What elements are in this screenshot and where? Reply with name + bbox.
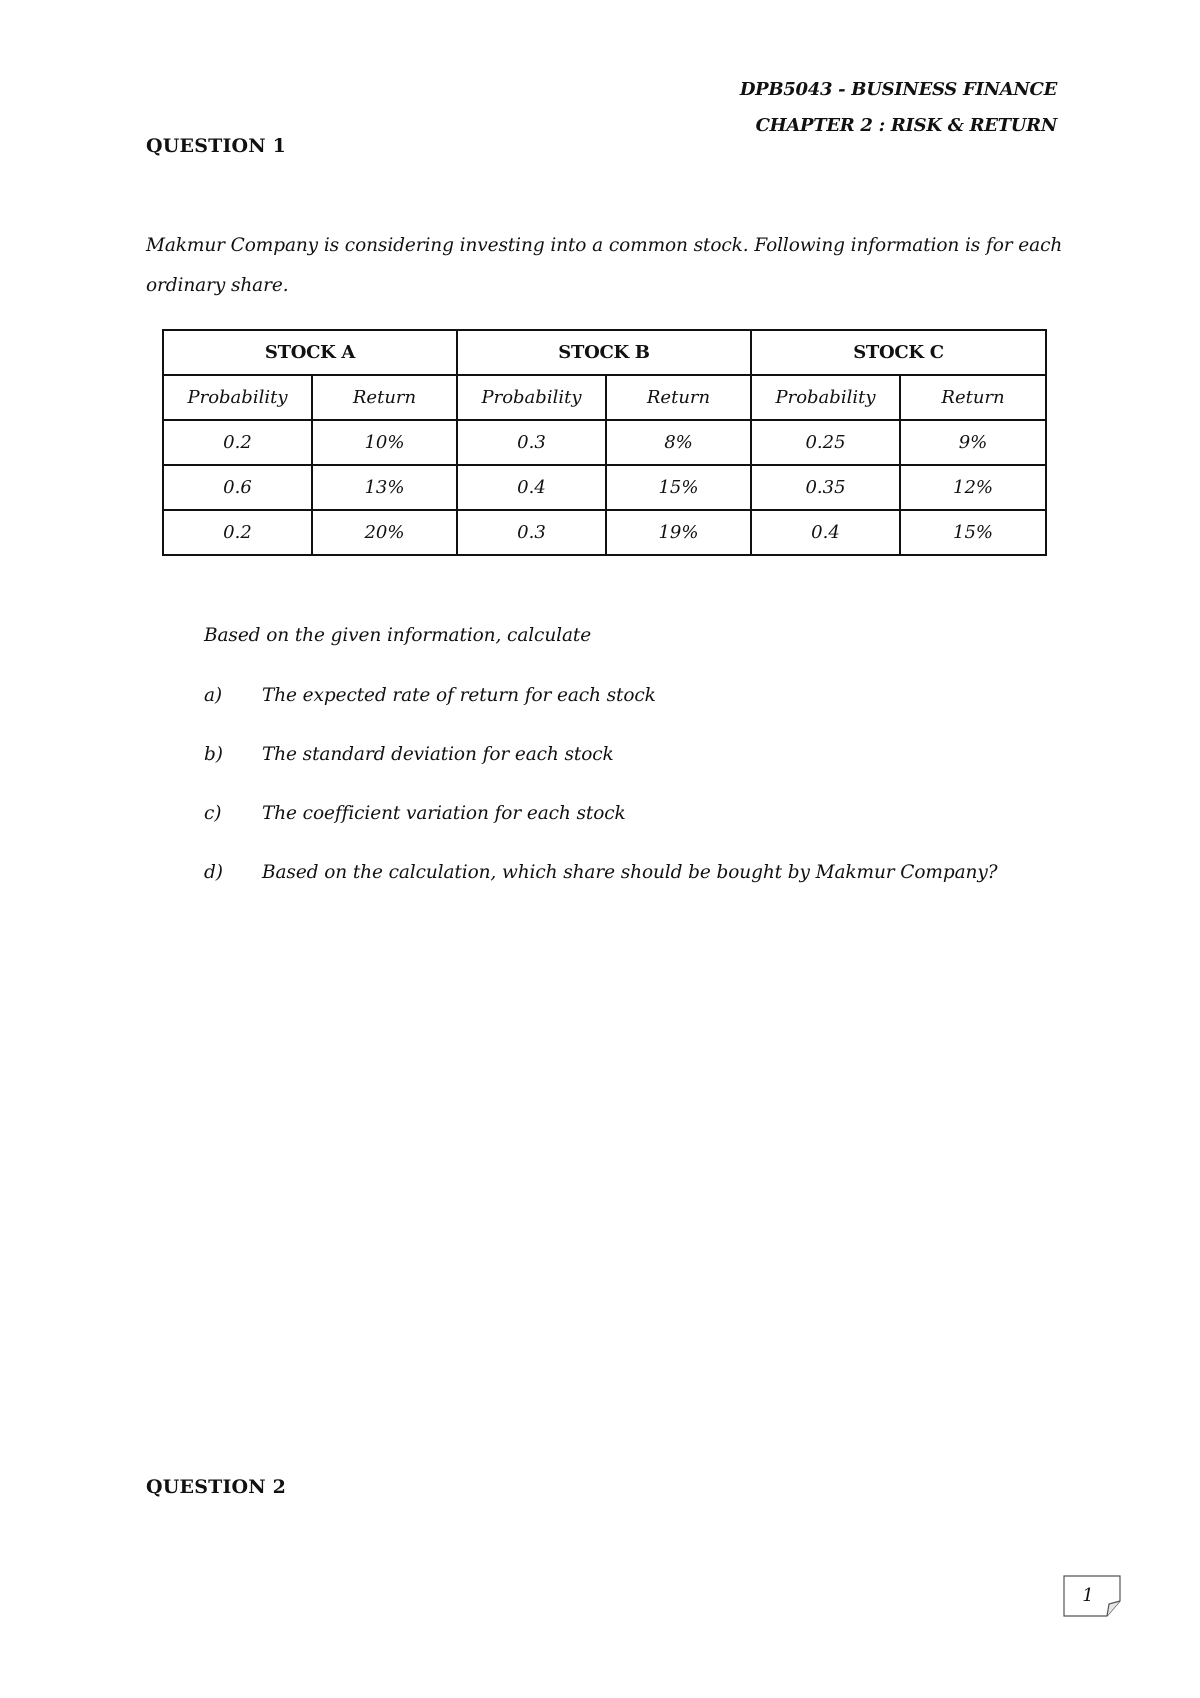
page-number-box (1063, 1575, 1121, 1617)
task-text: The standard deviation for each stock (262, 744, 614, 765)
task-text: Based on the calculation, which share should be bought by Makmur Company? (262, 862, 998, 883)
table-cell: 0.4 (457, 465, 606, 510)
task-lead: Based on the given information, calculate (204, 625, 592, 646)
task-text: The coefficient variation for each stock (262, 803, 626, 824)
course-title: DPB5043 - BUSINESS FINANCE (739, 79, 1057, 100)
task-item (204, 744, 998, 803)
subheader-cell: Probability (457, 375, 606, 420)
question-1-title: QUESTION 1 (146, 135, 287, 157)
task-item (204, 803, 998, 862)
table-row (163, 420, 1046, 465)
table-cell: 20% (312, 510, 457, 555)
table-cell: 0.4 (751, 510, 900, 555)
subheader-row (163, 375, 1046, 420)
table-cell: 0.2 (163, 510, 312, 555)
task-label: d) (204, 862, 223, 883)
stock-c-header: STOCK C (751, 330, 1046, 375)
subheader-cell: Probability (751, 375, 900, 420)
task-label: c) (204, 803, 222, 824)
page-header (740, 72, 1057, 144)
stock-table (162, 329, 1047, 556)
stock-header-row (163, 330, 1046, 375)
subheader-cell: Return (606, 375, 751, 420)
table-cell: 0.35 (751, 465, 900, 510)
table-cell: 15% (606, 465, 751, 510)
subheader-cell: Probability (163, 375, 312, 420)
task-label: b) (204, 744, 223, 765)
task-item (204, 685, 998, 744)
stock-a-header: STOCK A (163, 330, 457, 375)
subheader-cell: Return (312, 375, 457, 420)
table-cell: 0.3 (457, 420, 606, 465)
table-cell: 15% (900, 510, 1046, 555)
table-cell: 9% (900, 420, 1046, 465)
table-cell: 19% (606, 510, 751, 555)
table-cell: 10% (312, 420, 457, 465)
table-cell: 13% (312, 465, 457, 510)
table-cell: 8% (606, 420, 751, 465)
page-number: 1 (1082, 1585, 1094, 1606)
task-item (204, 862, 998, 921)
task-list (204, 625, 998, 921)
table-row (163, 465, 1046, 510)
question-2-title: QUESTION 2 (146, 1476, 287, 1498)
task-text: The expected rate of return for each stock (262, 685, 656, 706)
table-cell: 12% (900, 465, 1046, 510)
table-cell: 0.3 (457, 510, 606, 555)
chapter-title: CHAPTER 2 : RISK & RETURN (755, 115, 1057, 136)
stock-b-header: STOCK B (457, 330, 751, 375)
table-row (163, 510, 1046, 555)
subheader-cell: Return (900, 375, 1046, 420)
task-label: a) (204, 685, 223, 706)
question-1-intro: Makmur Company is considering investing into a common stock. Following information is for each ordinary share. (146, 235, 1063, 296)
table-cell: 0.25 (751, 420, 900, 465)
table-cell: 0.6 (163, 465, 312, 510)
table-cell: 0.2 (163, 420, 312, 465)
